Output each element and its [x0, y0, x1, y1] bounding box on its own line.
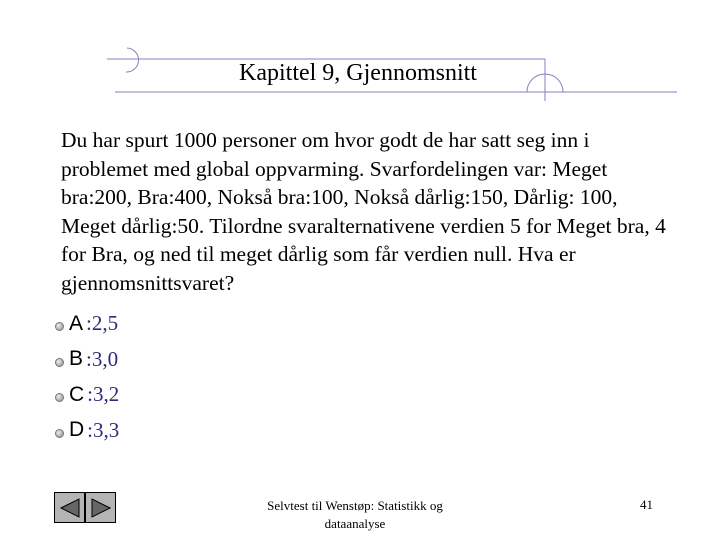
- bullet-icon: [55, 358, 64, 367]
- option-d[interactable]: [55, 413, 119, 449]
- previous-slide-button[interactable]: [54, 492, 85, 523]
- bullet-icon: [55, 322, 64, 331]
- next-slide-button[interactable]: [85, 492, 116, 523]
- option-value: :3,3: [87, 417, 120, 442]
- slide-title: Kapittel 9, Gjennomsnitt: [239, 60, 477, 86]
- option-letter: D: [69, 418, 85, 442]
- option-b[interactable]: [55, 342, 119, 378]
- bullet-icon: [55, 393, 64, 402]
- option-a[interactable]: [55, 306, 119, 342]
- option-letter: A: [69, 311, 84, 335]
- bullet-icon: [55, 429, 64, 438]
- answer-options: [55, 306, 119, 448]
- triangle-left-icon: [58, 497, 82, 519]
- option-letter: C: [69, 382, 85, 406]
- triangle-right-icon: [89, 497, 113, 519]
- option-value: :2,5: [86, 311, 119, 336]
- slide-navigation: [54, 492, 116, 523]
- page-number: 41: [640, 497, 653, 512]
- slide-footer: Selvtest til Wenstøp: Statistikk og dataanalyse: [267, 498, 443, 531]
- question-text: Du har spurt 1000 personer om hvor godt de har satt seg inn i problemet med global oppvarming. Svarfordelingen var: Meget bra:200, Bra:400, Nokså bra:100, Nokså dårlig:150, Dårlig: 100, Meget dårlig:50. Tilordne svaralternativene verdien 5 for Meget bra, 4 for Bra, og ned til meget dårlig som får verdien null. Hva er gjennomsnittsvaret?: [61, 128, 666, 295]
- option-letter: B: [69, 347, 84, 371]
- option-c[interactable]: [55, 377, 119, 413]
- option-value: :3,0: [86, 346, 119, 371]
- option-value: :3,2: [87, 382, 120, 407]
